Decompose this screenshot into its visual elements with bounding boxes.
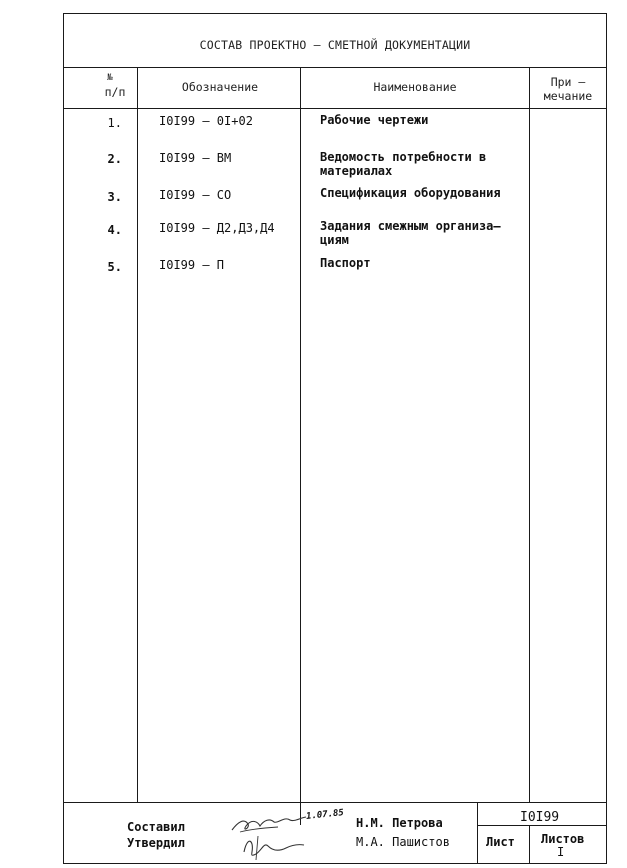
- handwritten-date: 1.07.85: [305, 808, 345, 822]
- row-designation: I0I99 – Д2,Д3,Д4: [159, 221, 275, 235]
- compiled-label: Составил: [127, 820, 185, 834]
- approved-label: Утвердил: [127, 836, 185, 850]
- row-name-line: Рабочие чертежи: [320, 113, 429, 127]
- row-designation: I0I99 – 0I+02: [159, 114, 253, 128]
- header-num-label: п/п: [104, 85, 126, 99]
- compiled-name: Н.М. Петрова: [356, 816, 443, 830]
- column-divider-name: [529, 67, 530, 802]
- sheets-value: I: [557, 845, 565, 859]
- header-name: Наименование: [373, 80, 457, 94]
- row-designation: I0I99 – СО: [159, 188, 232, 202]
- header-top-rule: [63, 67, 607, 68]
- stamp-code-rule: [477, 825, 607, 826]
- stamp-divider-sheets: [529, 825, 530, 864]
- header-note-top: При –: [550, 75, 586, 89]
- row-name-line: Спецификация оборудования: [320, 186, 501, 200]
- row-name-line: циям: [320, 233, 349, 247]
- row-number: 2.: [107, 152, 122, 166]
- column-divider-num: [137, 67, 138, 802]
- header-note-bottom: мечание: [543, 89, 593, 103]
- stamp-divider-left: [477, 802, 478, 864]
- header-bottom-rule: [63, 108, 607, 109]
- row-designation: I0I99 – ВМ: [159, 151, 232, 165]
- row-name-line: Паспорт: [320, 256, 371, 270]
- row-number: 4.: [107, 223, 122, 237]
- row-name-line: материалах: [320, 164, 393, 178]
- column-divider-designation: [300, 67, 301, 825]
- row-number: 1.: [107, 116, 122, 130]
- row-number: 5.: [107, 260, 122, 274]
- document-frame: [63, 13, 607, 864]
- document-title: СОСТАВ ПРОЕКТНО – СМЕТНОЙ ДОКУМЕНТАЦИИ: [199, 38, 471, 52]
- row-name-line: Ведомость потребности в: [320, 150, 487, 164]
- approved-name: М.А. Пашистов: [356, 835, 450, 849]
- document-code: I0I99: [520, 810, 560, 825]
- row-name-line: Задания смежным организа–: [320, 219, 501, 233]
- header-num-symbol: №: [107, 73, 113, 83]
- row-designation: I0I99 – П: [159, 258, 225, 272]
- header-designation: Обозначение: [181, 80, 259, 94]
- sheet-label: Лист: [486, 835, 515, 849]
- row-number: 3.: [107, 190, 122, 204]
- stamp-top-rule: [63, 802, 607, 803]
- signature-approved: [238, 832, 308, 862]
- sheets-label: Листов: [541, 832, 585, 846]
